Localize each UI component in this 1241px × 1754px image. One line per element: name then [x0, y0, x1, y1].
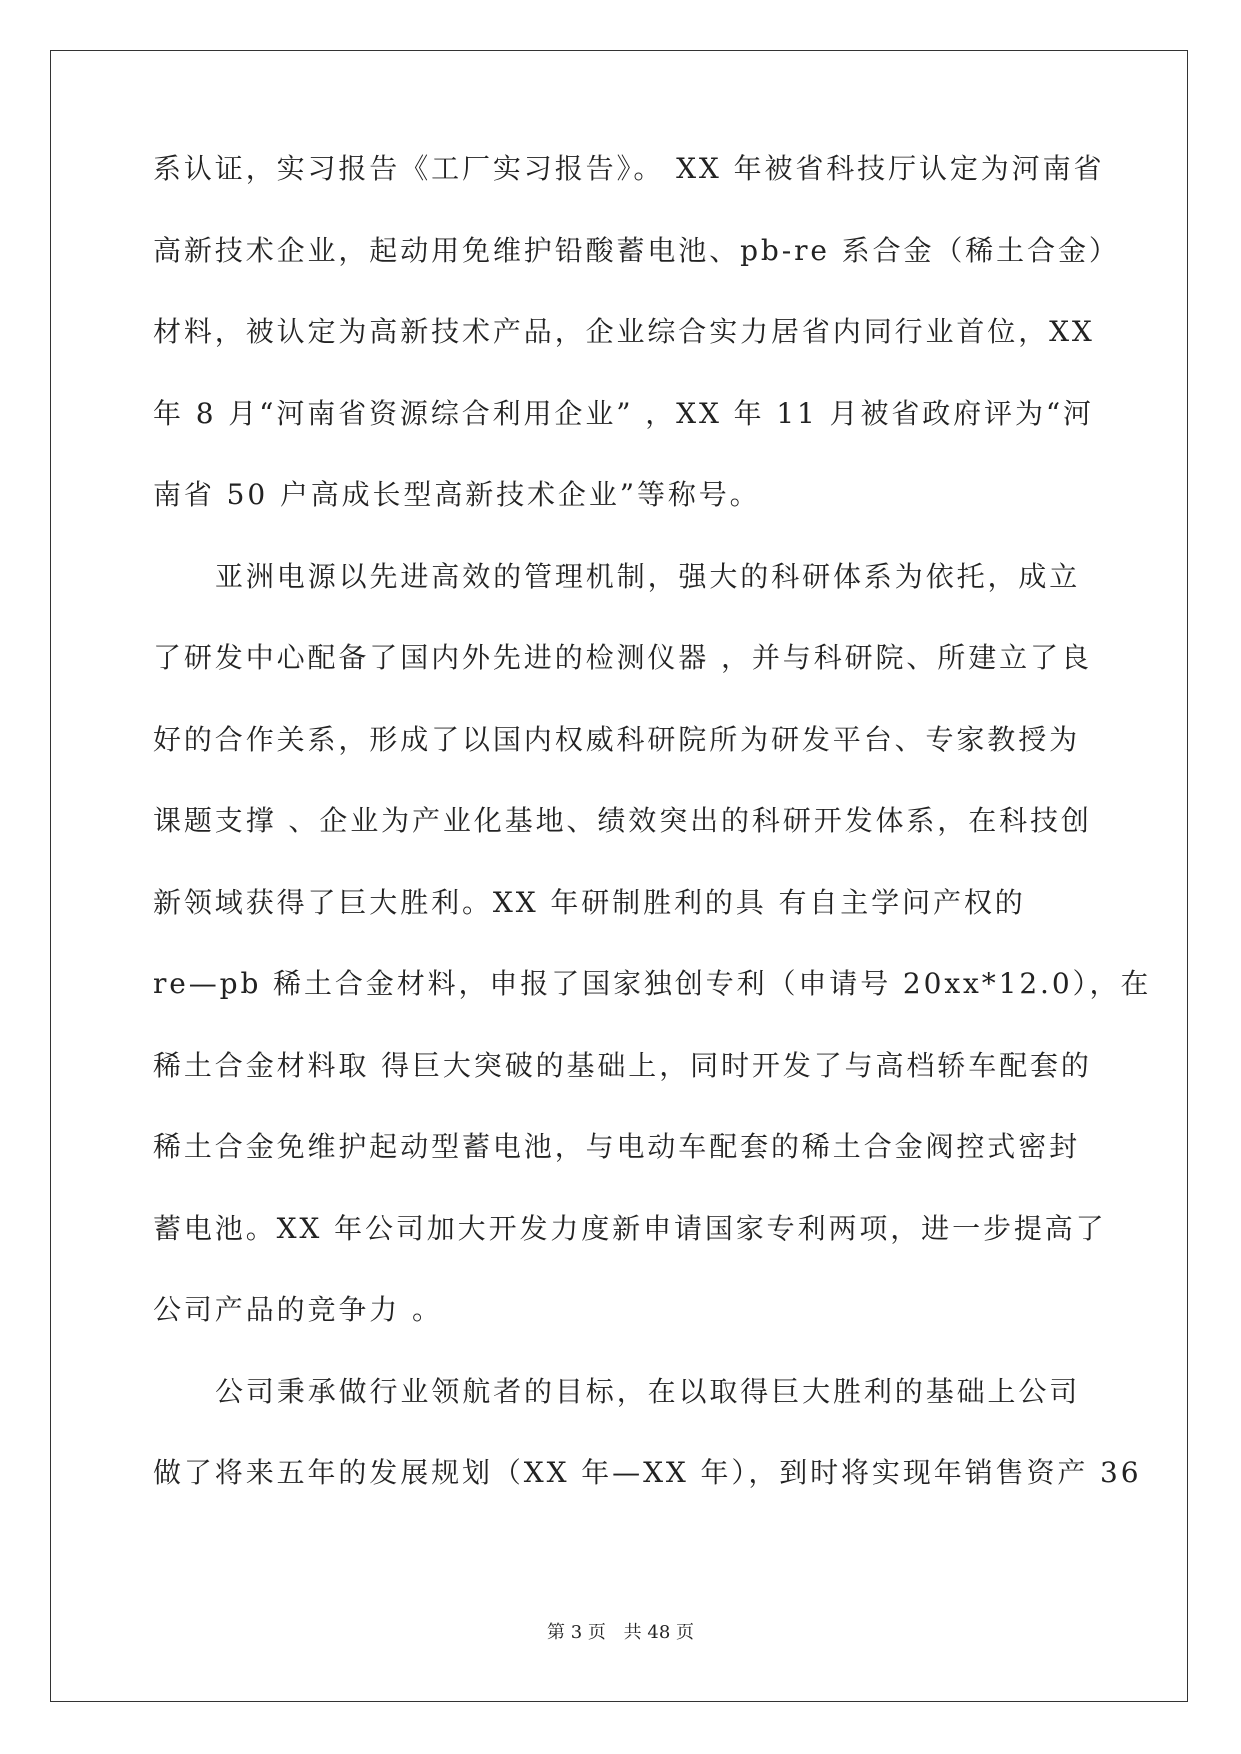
paragraph-start-line: 亚洲电源以先进高效的管理机制，强大的科研体系为依托，成立 — [215, 559, 1081, 593]
text-line: 好的合作关系，形成了以国内权威科研院所为研发平台、专家教授为 — [153, 722, 1081, 756]
page-footer — [0, 1618, 1241, 1644]
text-line: 做了将来五年的发展规划（XX 年—XX 年），到时将实现年销售资产 36 — [153, 1456, 1142, 1489]
text-line: 新领域获得了巨大胜利。XX 年研制胜利的具 有自主学问产权的 — [153, 885, 1026, 919]
text-line: 系认证，实习报告《工厂实习报告》。 XX 年被省科技厅认定为河南省 — [153, 152, 1105, 185]
page-total: 共 48 页 — [623, 1622, 694, 1643]
document-body — [153, 152, 1152, 1514]
paragraph-start-line: 公司秉承做行业领航者的目标，在以取得巨大胜利的基础上公司 — [215, 1374, 1081, 1408]
text-line: 蓄电池。XX 年公司加大开发力度新申请国家专利两项，进一步提高了 — [153, 1211, 1107, 1245]
text-line: 稀土合金免维护起动型蓄电池，与电动车配套的稀土合金阀控式密封 — [153, 1130, 1081, 1163]
page-number: 第 3 页 — [547, 1622, 606, 1643]
text-line: 南省 50 户高成长型高新技术企业”等称号。 — [153, 478, 761, 511]
text-line: re—pb 稀土合金材料，申报了国家独创专利（申请号 20xx*12.0），在 — [153, 967, 1152, 1000]
text-line: 高新技术企业，起动用免维护铅酸蓄电池、pb-re 系合金（稀土合金） — [153, 233, 1120, 267]
text-line: 课题支撑 、企业为产业化基地、绩效突出的科研开发体系，在科技创 — [153, 804, 1092, 837]
text-line: 了研发中心配备了国内外先进的检测仪器 ，并与科研院、所建立了良 — [153, 641, 1092, 674]
text-line: 稀土合金材料取 得巨大突破的基础上，同时开发了与高档轿车配套的 — [153, 1048, 1092, 1082]
text-line: 公司产品的竞争力 。 — [153, 1293, 443, 1326]
text-line: 年 8 月“河南省资源综合利用企业” ，XX 年 11 月被省政府评为“河 — [153, 396, 1094, 430]
text-line: 材料，被认定为高新技术产品，企业综合实力居省内同行业首位，XX — [153, 315, 1095, 348]
